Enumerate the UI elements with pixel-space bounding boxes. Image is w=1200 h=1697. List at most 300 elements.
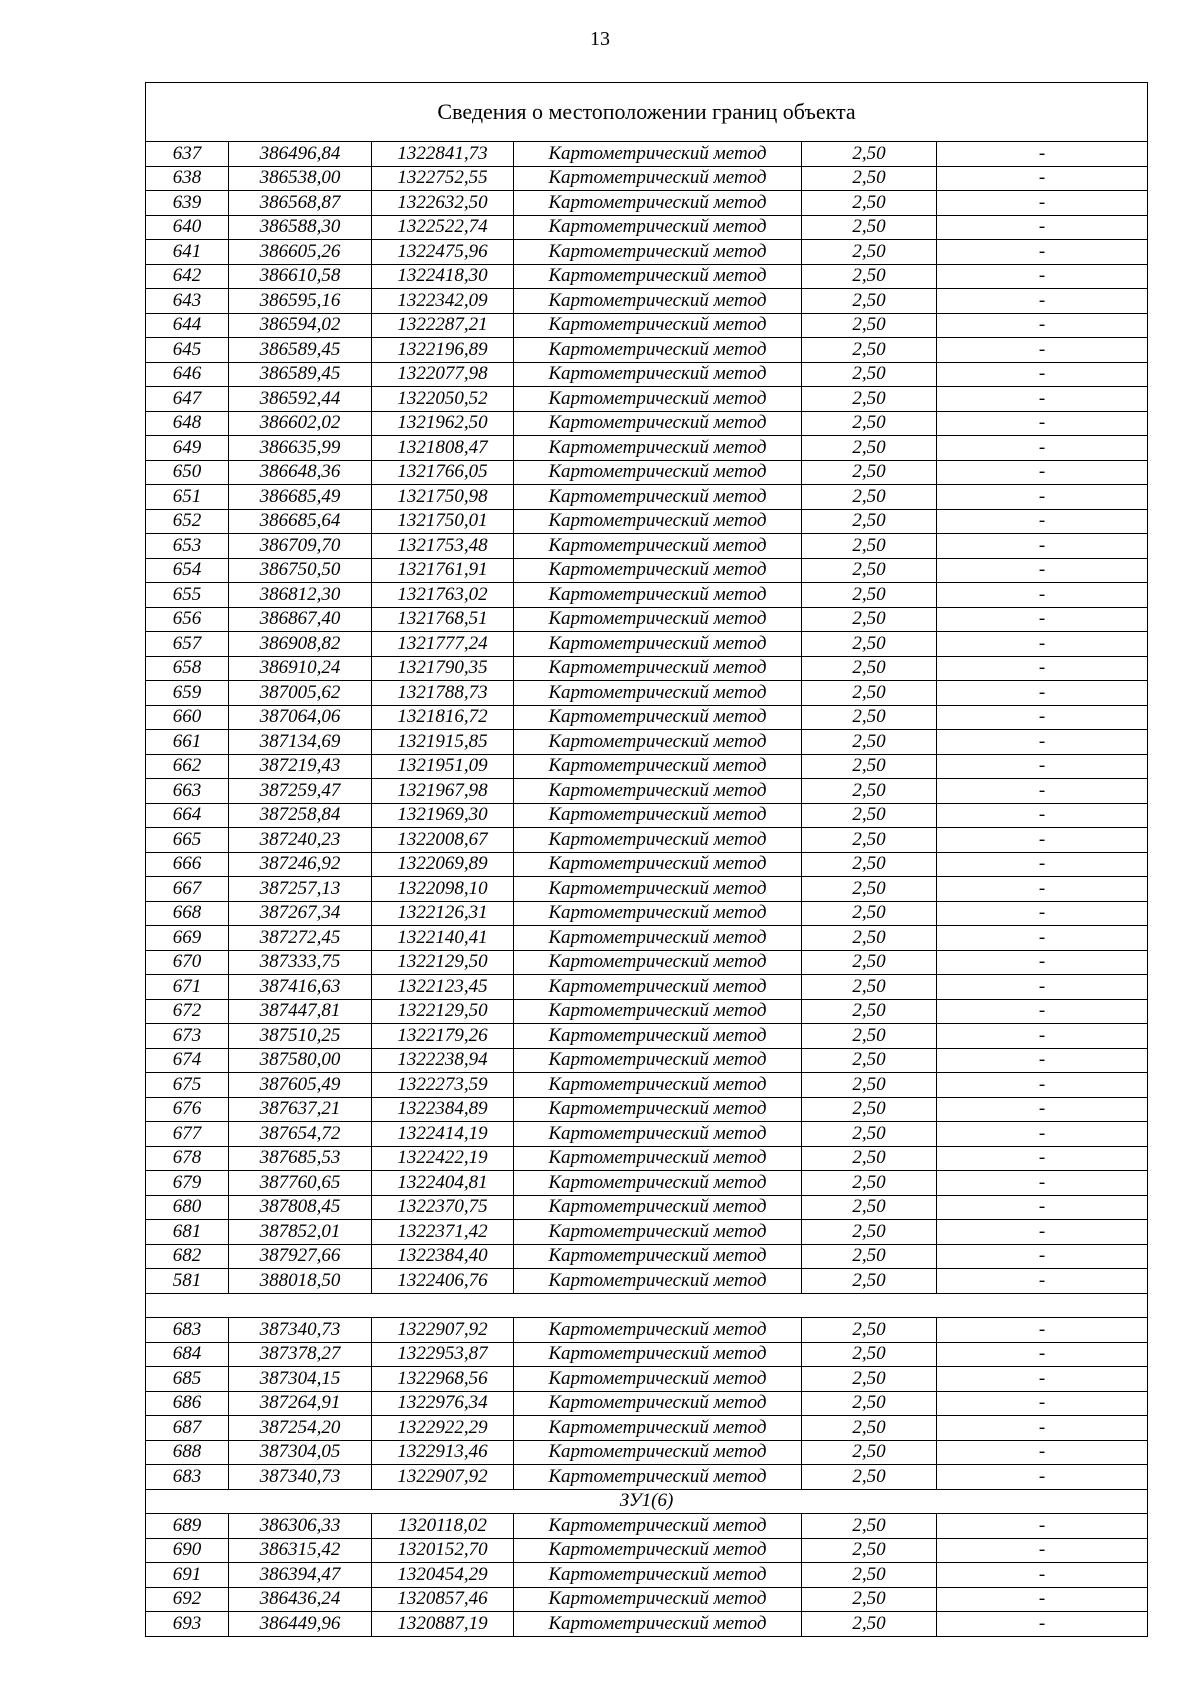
description-cell: -	[937, 901, 1148, 926]
description-cell: -	[937, 264, 1148, 289]
x-coordinate-cell: 387927,66	[229, 1244, 372, 1269]
table-row	[146, 534, 1148, 559]
x-coordinate-cell: 386592,44	[229, 387, 372, 412]
point-number-cell: 671	[146, 975, 229, 1000]
description-cell: -	[937, 730, 1148, 755]
y-coordinate-cell: 1322077,98	[372, 362, 514, 387]
x-coordinate-cell: 386306,33	[229, 1514, 372, 1539]
method-cell: Картометрический метод	[514, 509, 802, 534]
table-row	[146, 264, 1148, 289]
description-cell: -	[937, 607, 1148, 632]
table-body	[146, 83, 1148, 1637]
method-cell: Картометрический метод	[514, 607, 802, 632]
x-coordinate-cell: 386908,82	[229, 632, 372, 657]
method-cell: Картометрический метод	[514, 1269, 802, 1294]
table-row	[146, 1146, 1148, 1171]
method-cell: Картометрический метод	[514, 362, 802, 387]
x-coordinate-cell: 387240,23	[229, 828, 372, 853]
description-cell: -	[937, 754, 1148, 779]
y-coordinate-cell: 1322422,19	[372, 1146, 514, 1171]
y-coordinate-cell: 1321777,24	[372, 632, 514, 657]
accuracy-cell: 2,50	[802, 779, 937, 804]
description-cell: -	[937, 1244, 1148, 1269]
table-row	[146, 583, 1148, 608]
table-row	[146, 338, 1148, 363]
x-coordinate-cell: 387637,21	[229, 1097, 372, 1122]
accuracy-cell: 2,50	[802, 1244, 937, 1269]
table-row	[146, 1048, 1148, 1073]
description-cell: -	[937, 509, 1148, 534]
y-coordinate-cell: 1322008,67	[372, 828, 514, 853]
accuracy-cell: 2,50	[802, 460, 937, 485]
table-row	[146, 1318, 1148, 1343]
description-cell: -	[937, 1122, 1148, 1147]
y-coordinate-cell: 1322140,41	[372, 926, 514, 951]
table-row	[146, 1073, 1148, 1098]
description-cell: -	[937, 975, 1148, 1000]
accuracy-cell: 2,50	[802, 705, 937, 730]
x-coordinate-cell: 386394,47	[229, 1563, 372, 1588]
table-row	[146, 803, 1148, 828]
table-row	[146, 656, 1148, 681]
point-number-cell: 681	[146, 1220, 229, 1245]
description-cell: -	[937, 1171, 1148, 1196]
x-coordinate-cell: 386315,42	[229, 1538, 372, 1563]
y-coordinate-cell: 1322384,40	[372, 1244, 514, 1269]
method-cell: Картометрический метод	[514, 1367, 802, 1392]
point-number-cell: 637	[146, 142, 229, 167]
method-cell: Картометрический метод	[514, 1342, 802, 1367]
table-row	[146, 999, 1148, 1024]
y-coordinate-cell: 1320118,02	[372, 1514, 514, 1539]
method-cell: Картометрический метод	[514, 975, 802, 1000]
x-coordinate-cell: 387760,65	[229, 1171, 372, 1196]
point-number-cell: 659	[146, 681, 229, 706]
method-cell: Картометрический метод	[514, 656, 802, 681]
table-row	[146, 1097, 1148, 1122]
y-coordinate-cell: 1322922,29	[372, 1416, 514, 1441]
description-cell: -	[937, 877, 1148, 902]
table-row	[146, 362, 1148, 387]
accuracy-cell: 2,50	[802, 1171, 937, 1196]
accuracy-cell: 2,50	[802, 901, 937, 926]
description-cell: -	[937, 1342, 1148, 1367]
method-cell: Картометрический метод	[514, 534, 802, 559]
x-coordinate-cell: 386496,84	[229, 142, 372, 167]
y-coordinate-cell: 1321808,47	[372, 436, 514, 461]
table-row	[146, 754, 1148, 779]
accuracy-cell: 2,50	[802, 1440, 937, 1465]
point-number-cell: 657	[146, 632, 229, 657]
accuracy-cell: 2,50	[802, 828, 937, 853]
table-row	[146, 1538, 1148, 1563]
point-number-cell: 652	[146, 509, 229, 534]
point-number-cell: 687	[146, 1416, 229, 1441]
table-row	[146, 509, 1148, 534]
point-number-cell: 638	[146, 166, 229, 191]
x-coordinate-cell: 386589,45	[229, 338, 372, 363]
y-coordinate-cell: 1320887,19	[372, 1612, 514, 1637]
point-number-cell: 683	[146, 1465, 229, 1490]
method-cell: Картометрический метод	[514, 1612, 802, 1637]
method-cell: Картометрический метод	[514, 1538, 802, 1563]
accuracy-cell: 2,50	[802, 632, 937, 657]
table-row	[146, 975, 1148, 1000]
point-number-cell: 649	[146, 436, 229, 461]
accuracy-cell: 2,50	[802, 1367, 937, 1392]
x-coordinate-cell: 386610,58	[229, 264, 372, 289]
y-coordinate-cell: 1322522,74	[372, 215, 514, 240]
table-row	[146, 705, 1148, 730]
point-number-cell: 683	[146, 1318, 229, 1343]
table-row	[146, 166, 1148, 191]
y-coordinate-cell: 1322953,87	[372, 1342, 514, 1367]
point-number-cell: 692	[146, 1587, 229, 1612]
y-coordinate-cell: 1322098,10	[372, 877, 514, 902]
method-cell: Картометрический метод	[514, 1073, 802, 1098]
description-cell: -	[937, 436, 1148, 461]
method-cell: Картометрический метод	[514, 950, 802, 975]
description-cell: -	[937, 1146, 1148, 1171]
description-cell: -	[937, 338, 1148, 363]
x-coordinate-cell: 387272,45	[229, 926, 372, 951]
table-row	[146, 1563, 1148, 1588]
method-cell: Картометрический метод	[514, 1587, 802, 1612]
method-cell: Картометрический метод	[514, 166, 802, 191]
method-cell: Картометрический метод	[514, 264, 802, 289]
method-cell: Картометрический метод	[514, 436, 802, 461]
y-coordinate-cell: 1322907,92	[372, 1318, 514, 1343]
y-coordinate-cell: 1321766,05	[372, 460, 514, 485]
x-coordinate-cell: 387510,25	[229, 1024, 372, 1049]
x-coordinate-cell: 387605,49	[229, 1073, 372, 1098]
table-row	[146, 926, 1148, 951]
x-coordinate-cell: 387304,15	[229, 1367, 372, 1392]
x-coordinate-cell: 386635,99	[229, 436, 372, 461]
x-coordinate-cell: 386449,96	[229, 1612, 372, 1637]
table-row	[146, 1416, 1148, 1441]
point-number-cell: 689	[146, 1514, 229, 1539]
x-coordinate-cell: 386589,45	[229, 362, 372, 387]
x-coordinate-cell: 387447,81	[229, 999, 372, 1024]
accuracy-cell: 2,50	[802, 313, 937, 338]
description-cell: -	[937, 289, 1148, 314]
x-coordinate-cell: 387340,73	[229, 1318, 372, 1343]
method-cell: Картометрический метод	[514, 1563, 802, 1588]
point-number-cell: 686	[146, 1391, 229, 1416]
section-header-row	[146, 1489, 1148, 1514]
method-cell: Картометрический метод	[514, 1146, 802, 1171]
description-cell: -	[937, 1440, 1148, 1465]
accuracy-cell: 2,50	[802, 950, 937, 975]
description-cell: -	[937, 1465, 1148, 1490]
description-cell: -	[937, 1195, 1148, 1220]
x-coordinate-cell: 386588,30	[229, 215, 372, 240]
x-coordinate-cell: 386910,24	[229, 656, 372, 681]
method-cell: Картометрический метод	[514, 803, 802, 828]
description-cell: -	[937, 705, 1148, 730]
table-row	[146, 1391, 1148, 1416]
table-row	[146, 901, 1148, 926]
y-coordinate-cell: 1321761,91	[372, 558, 514, 583]
point-number-cell: 650	[146, 460, 229, 485]
table-row	[146, 632, 1148, 657]
description-cell: -	[937, 362, 1148, 387]
description-cell: -	[937, 1391, 1148, 1416]
description-cell: -	[937, 1514, 1148, 1539]
method-cell: Картометрический метод	[514, 877, 802, 902]
accuracy-cell: 2,50	[802, 387, 937, 412]
x-coordinate-cell: 386595,16	[229, 289, 372, 314]
description-cell: -	[937, 999, 1148, 1024]
table-row	[146, 240, 1148, 265]
y-coordinate-cell: 1322342,09	[372, 289, 514, 314]
point-number-cell: 682	[146, 1244, 229, 1269]
table-row	[146, 436, 1148, 461]
method-cell: Картометрический метод	[514, 1318, 802, 1343]
point-number-cell: 674	[146, 1048, 229, 1073]
point-number-cell: 675	[146, 1073, 229, 1098]
y-coordinate-cell: 1322129,50	[372, 999, 514, 1024]
x-coordinate-cell: 387333,75	[229, 950, 372, 975]
y-coordinate-cell: 1321750,01	[372, 509, 514, 534]
accuracy-cell: 2,50	[802, 803, 937, 828]
point-number-cell: 661	[146, 730, 229, 755]
accuracy-cell: 2,50	[802, 754, 937, 779]
description-cell: -	[937, 852, 1148, 877]
method-cell: Картометрический метод	[514, 632, 802, 657]
point-number-cell: 581	[146, 1269, 229, 1294]
description-cell: -	[937, 411, 1148, 436]
accuracy-cell: 2,50	[802, 264, 937, 289]
x-coordinate-cell: 387808,45	[229, 1195, 372, 1220]
method-cell: Картометрический метод	[514, 754, 802, 779]
x-coordinate-cell: 387852,01	[229, 1220, 372, 1245]
point-number-cell: 645	[146, 338, 229, 363]
accuracy-cell: 2,50	[802, 338, 937, 363]
table-row	[146, 1587, 1148, 1612]
table-row	[146, 1220, 1148, 1245]
method-cell: Картометрический метод	[514, 485, 802, 510]
point-number-cell: 667	[146, 877, 229, 902]
accuracy-cell: 2,50	[802, 166, 937, 191]
accuracy-cell: 2,50	[802, 215, 937, 240]
accuracy-cell: 2,50	[802, 558, 937, 583]
table-title: Сведения о местоположении границ объекта	[146, 83, 1148, 142]
y-coordinate-cell: 1322384,89	[372, 1097, 514, 1122]
method-cell: Картометрический метод	[514, 1220, 802, 1245]
accuracy-cell: 2,50	[802, 975, 937, 1000]
method-cell: Картометрический метод	[514, 999, 802, 1024]
y-coordinate-cell: 1320152,70	[372, 1538, 514, 1563]
x-coordinate-cell: 386867,40	[229, 607, 372, 632]
description-cell: -	[937, 681, 1148, 706]
accuracy-cell: 2,50	[802, 191, 937, 216]
y-coordinate-cell: 1322196,89	[372, 338, 514, 363]
y-coordinate-cell: 1321969,30	[372, 803, 514, 828]
description-cell: -	[937, 166, 1148, 191]
y-coordinate-cell: 1322841,73	[372, 142, 514, 167]
x-coordinate-cell: 387654,72	[229, 1122, 372, 1147]
point-number-cell: 640	[146, 215, 229, 240]
point-number-cell: 691	[146, 1563, 229, 1588]
boundary-coordinates-table	[145, 82, 1148, 1637]
point-number-cell: 656	[146, 607, 229, 632]
point-number-cell: 666	[146, 852, 229, 877]
point-number-cell: 663	[146, 779, 229, 804]
accuracy-cell: 2,50	[802, 411, 937, 436]
method-cell: Картометрический метод	[514, 1024, 802, 1049]
y-coordinate-cell: 1322418,30	[372, 264, 514, 289]
y-coordinate-cell: 1322179,26	[372, 1024, 514, 1049]
point-number-cell: 647	[146, 387, 229, 412]
description-cell: -	[937, 803, 1148, 828]
point-number-cell: 665	[146, 828, 229, 853]
point-number-cell: 653	[146, 534, 229, 559]
table-title-row	[146, 83, 1148, 142]
x-coordinate-cell: 386812,30	[229, 583, 372, 608]
point-number-cell: 673	[146, 1024, 229, 1049]
x-coordinate-cell: 387257,13	[229, 877, 372, 902]
description-cell: -	[937, 485, 1148, 510]
accuracy-cell: 2,50	[802, 485, 937, 510]
method-cell: Картометрический метод	[514, 1465, 802, 1490]
accuracy-cell: 2,50	[802, 1342, 937, 1367]
table-row	[146, 215, 1148, 240]
table-row	[146, 191, 1148, 216]
x-coordinate-cell: 388018,50	[229, 1269, 372, 1294]
description-cell: -	[937, 583, 1148, 608]
y-coordinate-cell: 1321816,72	[372, 705, 514, 730]
description-cell: -	[937, 1587, 1148, 1612]
table-row	[146, 1612, 1148, 1637]
point-number-cell: 658	[146, 656, 229, 681]
accuracy-cell: 2,50	[802, 926, 937, 951]
table-row	[146, 1440, 1148, 1465]
accuracy-cell: 2,50	[802, 656, 937, 681]
description-cell: -	[937, 240, 1148, 265]
description-cell: -	[937, 460, 1148, 485]
y-coordinate-cell: 1322371,42	[372, 1220, 514, 1245]
page-number: 13	[590, 28, 610, 50]
description-cell: -	[937, 1318, 1148, 1343]
point-number-cell: 693	[146, 1612, 229, 1637]
y-coordinate-cell: 1322404,81	[372, 1171, 514, 1196]
y-coordinate-cell: 1322129,50	[372, 950, 514, 975]
description-cell: -	[937, 1097, 1148, 1122]
point-number-cell: 684	[146, 1342, 229, 1367]
description-cell: -	[937, 1367, 1148, 1392]
accuracy-cell: 2,50	[802, 852, 937, 877]
x-coordinate-cell: 386709,70	[229, 534, 372, 559]
accuracy-cell: 2,50	[802, 1097, 937, 1122]
method-cell: Картометрический метод	[514, 901, 802, 926]
x-coordinate-cell: 386605,26	[229, 240, 372, 265]
y-coordinate-cell: 1322913,46	[372, 1440, 514, 1465]
y-coordinate-cell: 1321750,98	[372, 485, 514, 510]
point-number-cell: 664	[146, 803, 229, 828]
x-coordinate-cell: 387254,20	[229, 1416, 372, 1441]
table-row	[146, 1244, 1148, 1269]
point-number-cell: 651	[146, 485, 229, 510]
y-coordinate-cell: 1322123,45	[372, 975, 514, 1000]
point-number-cell: 654	[146, 558, 229, 583]
accuracy-cell: 2,50	[802, 1269, 937, 1294]
accuracy-cell: 2,50	[802, 1587, 937, 1612]
description-cell: -	[937, 926, 1148, 951]
method-cell: Картометрический метод	[514, 191, 802, 216]
method-cell: Картометрический метод	[514, 1048, 802, 1073]
table-row	[146, 607, 1148, 632]
x-coordinate-cell: 386685,64	[229, 509, 372, 534]
method-cell: Картометрический метод	[514, 338, 802, 363]
description-cell: -	[937, 191, 1148, 216]
method-cell: Картометрический метод	[514, 852, 802, 877]
method-cell: Картометрический метод	[514, 387, 802, 412]
y-coordinate-cell: 1322632,50	[372, 191, 514, 216]
x-coordinate-cell: 387064,06	[229, 705, 372, 730]
accuracy-cell: 2,50	[802, 142, 937, 167]
point-number-cell: 655	[146, 583, 229, 608]
point-number-cell: 690	[146, 1538, 229, 1563]
accuracy-cell: 2,50	[802, 1563, 937, 1588]
method-cell: Картометрический метод	[514, 142, 802, 167]
point-number-cell: 644	[146, 313, 229, 338]
point-number-cell: 641	[146, 240, 229, 265]
point-number-cell: 688	[146, 1440, 229, 1465]
method-cell: Картометрический метод	[514, 215, 802, 240]
table-row	[146, 1122, 1148, 1147]
x-coordinate-cell: 387580,00	[229, 1048, 372, 1073]
accuracy-cell: 2,50	[802, 607, 937, 632]
description-cell: -	[937, 1048, 1148, 1073]
y-coordinate-cell: 1322752,55	[372, 166, 514, 191]
y-coordinate-cell: 1322907,92	[372, 1465, 514, 1490]
table-row	[146, 1171, 1148, 1196]
method-cell: Картометрический метод	[514, 411, 802, 436]
point-number-cell: 685	[146, 1367, 229, 1392]
y-coordinate-cell: 1322370,75	[372, 1195, 514, 1220]
accuracy-cell: 2,50	[802, 1122, 937, 1147]
y-coordinate-cell: 1322976,34	[372, 1391, 514, 1416]
y-coordinate-cell: 1322126,31	[372, 901, 514, 926]
table-row	[146, 558, 1148, 583]
description-cell: -	[937, 1563, 1148, 1588]
accuracy-cell: 2,50	[802, 1146, 937, 1171]
method-cell: Картометрический метод	[514, 1440, 802, 1465]
method-cell: Картометрический метод	[514, 1195, 802, 1220]
x-coordinate-cell: 387258,84	[229, 803, 372, 828]
y-coordinate-cell: 1321915,85	[372, 730, 514, 755]
x-coordinate-cell: 386568,87	[229, 191, 372, 216]
method-cell: Картометрический метод	[514, 730, 802, 755]
y-coordinate-cell: 1322273,59	[372, 1073, 514, 1098]
accuracy-cell: 2,50	[802, 730, 937, 755]
accuracy-cell: 2,50	[802, 583, 937, 608]
description-cell: -	[937, 950, 1148, 975]
method-cell: Картометрический метод	[514, 1097, 802, 1122]
accuracy-cell: 2,50	[802, 681, 937, 706]
accuracy-cell: 2,50	[802, 1318, 937, 1343]
table-row	[146, 142, 1148, 167]
method-cell: Картометрический метод	[514, 1416, 802, 1441]
method-cell: Картометрический метод	[514, 705, 802, 730]
method-cell: Картометрический метод	[514, 681, 802, 706]
x-coordinate-cell: 386685,49	[229, 485, 372, 510]
y-coordinate-cell: 1321788,73	[372, 681, 514, 706]
point-number-cell: 669	[146, 926, 229, 951]
description-cell: -	[937, 1024, 1148, 1049]
